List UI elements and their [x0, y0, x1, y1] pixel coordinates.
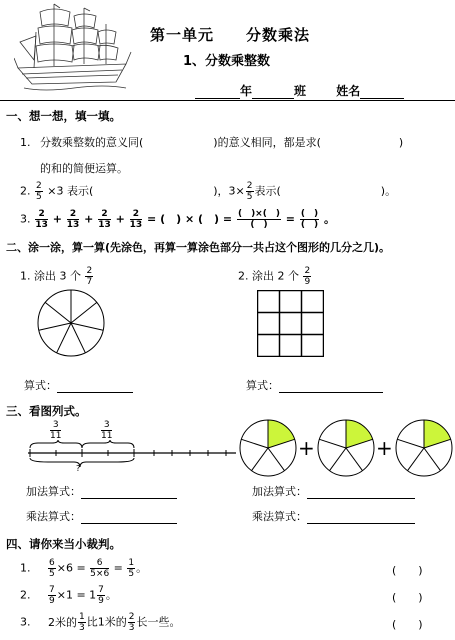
s3-mul-right-blank[interactable]	[307, 523, 415, 524]
q2-text-d: )。	[380, 184, 397, 198]
section2-heading: 二、涂一涂，算一算(先涂色，再算一算涂色部分一共占这个图形的几分之几)。	[6, 241, 391, 254]
grade-label: 年	[240, 84, 253, 98]
segment-label-2: $\frac{3}{11}$	[101, 420, 113, 441]
plus-sign-2: +	[376, 436, 393, 460]
q3-fraction-2: $\frac{2}{13}$	[66, 209, 80, 230]
q2-text-c: 表示(	[254, 184, 281, 198]
s3-mul-left-blank[interactable]	[81, 523, 177, 524]
judge-paren-2[interactable]: ( )	[392, 591, 423, 604]
sailing-ship-illustration	[14, 2, 132, 94]
q3-fraction-1: $\frac{2}{13}$	[35, 209, 48, 230]
s3-add-right-blank[interactable]	[307, 498, 415, 499]
judge-item-1: 1. $\frac{6}{5}$ ×6 = $\frac{6}{5\times 6}$ = $\frac{1}{5}$ 。	[20, 558, 148, 579]
segment-label-1: $\frac{3}{11}$	[50, 420, 62, 441]
q3-fraction-blank[interactable]: $\frac{( )\times( )}{( )}$	[237, 209, 280, 230]
q3-line	[20, 209, 335, 230]
s3-mul-right: 乘法算式：	[252, 508, 415, 524]
class-blank[interactable]	[252, 98, 294, 99]
q2-fraction2: $\frac{2}{5}$	[246, 181, 253, 202]
circle-sevenths[interactable]	[36, 288, 106, 358]
judge-paren-3[interactable]: ( )	[392, 618, 423, 631]
p1-formula-blank[interactable]	[57, 392, 133, 393]
q2-fraction: $\frac{2}{5}$	[36, 181, 42, 202]
q2-number: 2.	[20, 184, 31, 198]
s3-add-left-blank[interactable]	[81, 498, 177, 499]
header-divider	[0, 100, 455, 101]
q2-text-a: ×3 表示(	[47, 184, 94, 198]
q3-plus-2: +	[84, 212, 94, 226]
name-blank[interactable]	[360, 98, 404, 99]
circle-pie-1[interactable]	[238, 418, 298, 478]
q1-line1	[20, 134, 403, 150]
p1-formula: 算式：	[24, 377, 133, 393]
q2-text-b: )，3×	[213, 184, 245, 198]
circle-pie-2[interactable]	[316, 418, 376, 478]
judge-item-3: 3. 2米的 $\frac{1}{3}$ 比1米的 $\frac{2}{3}$ 长一些。	[20, 612, 181, 633]
judge-paren-1[interactable]: ( )	[392, 564, 423, 577]
class-name-line	[195, 82, 404, 99]
s3-mul-left: 乘法算式：	[26, 508, 177, 524]
section3-heading: 三、看图列式。	[6, 404, 87, 418]
unit-title: 第一单元 分数乘法	[150, 26, 311, 44]
circle-pie-3[interactable]	[394, 418, 454, 478]
line-segment-diagram	[28, 440, 236, 476]
lesson-title: 1、分数乘整数	[183, 54, 271, 69]
p1-prompt: 1. 涂出 3 个 $\frac{2}{7}$	[20, 266, 93, 287]
q1-text-a: 分数乘整数的意义同(	[40, 136, 144, 149]
q3-plus-1: +	[52, 212, 62, 226]
q3-equals: =	[285, 212, 296, 226]
q3-number: 3.	[20, 212, 31, 226]
section4-heading: 四、请你来当小裁判。	[6, 537, 121, 551]
q3-fraction-3: $\frac{2}{13}$	[98, 209, 111, 230]
question-mark: ?	[76, 464, 81, 473]
name-label: 姓名	[336, 84, 361, 98]
q3-plus-3: +	[115, 212, 125, 226]
q1-line2: 的和的简便运算。	[40, 162, 128, 175]
grade-blank[interactable]	[195, 98, 240, 99]
p2-formula: 算式：	[246, 377, 383, 393]
section1-heading: 一、想一想，填一填。	[6, 109, 121, 123]
p2-formula-blank[interactable]	[279, 392, 383, 393]
q3-product-blanks[interactable]: = ( ) × ( ) =	[147, 212, 233, 226]
judge-item-2: 2. $\frac{7}{9}$ ×1 = 1 $\frac{7}{9}$ 。	[20, 585, 117, 606]
p2-prompt: 2. 涂出 2 个 $\frac{2}{9}$	[238, 266, 311, 287]
plus-sign-1: +	[298, 436, 315, 460]
q1-text-c: )	[398, 136, 404, 149]
s3-add-right: 加法算式：	[252, 483, 415, 499]
s3-add-left: 加法算式：	[26, 483, 177, 499]
square-ninths[interactable]	[257, 290, 324, 357]
q2-line	[20, 181, 396, 202]
class-label: 班	[294, 84, 307, 98]
q3-result-blank[interactable]: $\frac{( )}{( )}$	[300, 209, 319, 230]
q1-number: 1.	[20, 136, 31, 149]
q3-fraction-4: $\frac{2}{13}$	[129, 209, 143, 230]
q1-text-b: )的意义相同，都是求(	[213, 136, 321, 149]
q3-end: 。	[323, 212, 335, 226]
